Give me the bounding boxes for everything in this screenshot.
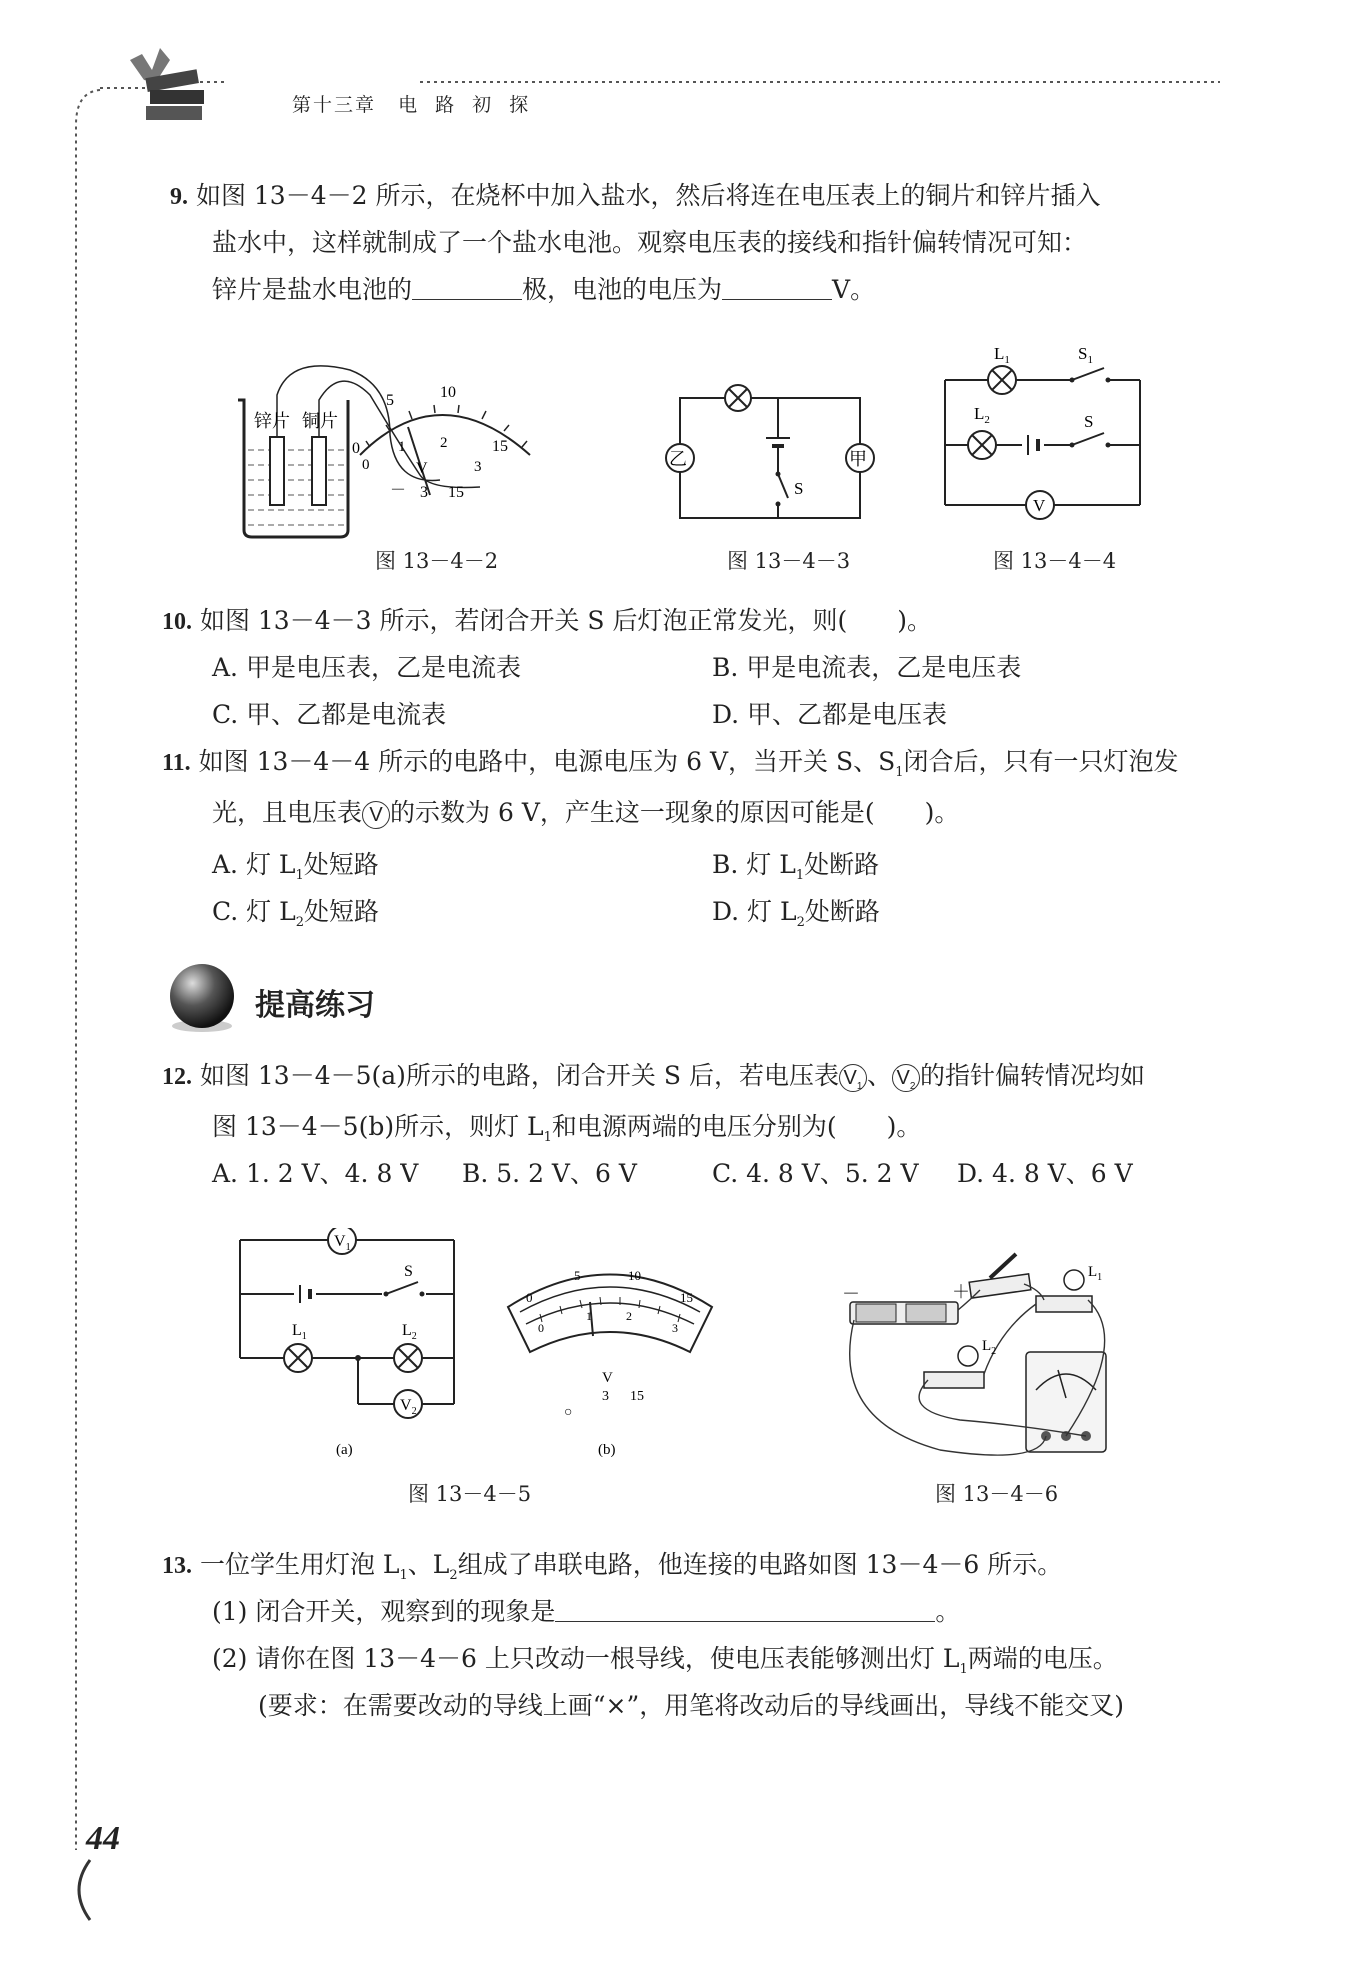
meter-jia: 甲: [849, 449, 867, 470]
terminal-minus: ○: [564, 1405, 573, 1420]
scale-label-5: 5: [574, 1268, 581, 1283]
meter-yi: 乙: [669, 449, 687, 470]
q12-text-b: 的指针偏转情况均如: [919, 1061, 1145, 1090]
section-title: 提高练习: [255, 988, 375, 1023]
voltmeter-symbol: V: [362, 801, 390, 829]
terminal-15: 15: [448, 484, 464, 501]
scale-label-5: 5: [386, 392, 394, 409]
inner-label-3: 3: [672, 1321, 678, 1335]
figure-13-4-6: [840, 1240, 1120, 1465]
q11-line1: 如图 13－4－4 所示的电路中，电源电压为 6 V，当开关 S、S: [198, 747, 896, 776]
lamp-l1-label: $L_1$: [292, 1322, 307, 1342]
scale-label-0: 0: [526, 1290, 533, 1305]
switch-s-label: S: [404, 1263, 413, 1280]
inner-label-2: 2: [440, 435, 448, 451]
question-9: [170, 173, 1100, 220]
lamp-l1-label: $L_1$: [994, 344, 1010, 366]
scale-label-10: 10: [628, 1268, 641, 1283]
figure-13-4-3: [660, 370, 900, 530]
option-a[interactable]: A. 甲是电压表，乙是电流表: [212, 653, 521, 682]
q13-part2: (2) 请你在图 13－4－6 上只改动一根导线，使电压表能够测出灯 $L_1$两端的电压。: [212, 1644, 1118, 1677]
chapter-title: 电 路 初 探: [398, 94, 535, 116]
figure-caption: 图 13－4－4: [993, 549, 1117, 573]
q9-text-a: 锌片是盐水电池的: [212, 275, 413, 304]
q13-part1: (1) 闭合开关，观察到的现象是 。: [212, 1589, 960, 1635]
question-number: 9.: [170, 184, 188, 210]
meter-v-label: V: [602, 1370, 613, 1386]
copper-label: 铜片: [302, 411, 338, 432]
scale-label-10: 10: [440, 384, 456, 401]
question-number: 13.: [162, 1553, 192, 1579]
switch-s-label: S: [794, 479, 804, 498]
subscript: 1: [895, 765, 904, 780]
option-d[interactable]: D. 4. 8 V、6 V: [957, 1159, 1133, 1188]
lamp-l1-label: $L_1$: [1088, 1264, 1103, 1283]
meter-v-label: V: [416, 460, 428, 477]
option-b[interactable]: B. 甲是电流表，乙是电压表: [712, 653, 1022, 682]
battery-plus: ＋: [952, 1282, 970, 1302]
terminal-15: 15: [630, 1389, 644, 1404]
figure-13-4-5b: [500, 1252, 720, 1457]
figure-caption: 图 13－4－2: [375, 549, 499, 573]
subfigure-b-label: (b): [598, 1442, 616, 1457]
q9-line2: 盐水中，这样就制成了一个盐水电池。观察电压表的接线和指针偏转情况可知：: [212, 228, 1088, 257]
question-11: [162, 739, 1179, 796]
voltmeter-v1-symbol: $V_1$: [839, 1064, 867, 1092]
q10-stem: 如图 13－4－3 所示，若闭合开关 S 后灯泡正常发光，则( )。: [199, 606, 932, 635]
figure-13-4-2: [230, 355, 650, 545]
q9-line3: [212, 267, 875, 313]
q11-text-a: 光，且电压表: [212, 798, 363, 827]
voltmeter-v2: $V_2$: [400, 1397, 417, 1417]
scale-label-15: 15: [492, 438, 508, 455]
inner-label-0: 0: [538, 1321, 544, 1335]
q9-text-c: V。: [832, 275, 876, 304]
battery-minus: －: [842, 1284, 860, 1304]
q11-line1b: 闭合后，只有一只灯泡发: [903, 747, 1179, 776]
option-a[interactable]: A. 灯 $L_1$处短路: [212, 850, 379, 883]
zinc-label: 锌片: [254, 411, 290, 432]
figure-caption: 图 13－4－5: [408, 1482, 532, 1506]
books-icon: [130, 48, 204, 120]
answer-blank[interactable]: [555, 1593, 935, 1622]
figure-caption: 图 13－4－6: [935, 1482, 1059, 1506]
lamp-l2-label: $L_2$: [402, 1322, 417, 1342]
q11-line2: [212, 790, 959, 836]
answer-blank[interactable]: [412, 271, 522, 300]
option-b[interactable]: B. 5. 2 V、6 V: [462, 1159, 637, 1188]
voltmeter-v2-symbol: $V_2$: [892, 1064, 920, 1092]
q12-line2: 图 13－4－5(b)所示，则灯 $L_1$和电源两端的电压分别为( )。: [212, 1112, 922, 1145]
voltmeter-v1: $V_1$: [334, 1233, 351, 1253]
switch-s-label: S: [1084, 412, 1094, 431]
question-13: 13. 一位学生用灯泡 $L_1$、$L_2$组成了串联电路，他连接的电路如图 13－4－6 所示。: [162, 1550, 1063, 1583]
answer-blank[interactable]: [722, 271, 832, 300]
chapter-label: 第十三章: [292, 94, 377, 116]
terminal-minus: －: [390, 482, 407, 499]
option-b[interactable]: B. 灯 $L_1$处断路: [712, 850, 880, 883]
option-a[interactable]: A. 1. 2 V、4. 8 V: [212, 1159, 419, 1188]
question-number: 12.: [162, 1064, 192, 1090]
inner-label-1: 1: [586, 1309, 592, 1323]
figure-caption: 图 13－4－3: [727, 549, 851, 573]
option-c[interactable]: C. 4. 8 V、5. 2 V: [712, 1159, 919, 1188]
scale-label-15: 15: [680, 1290, 693, 1305]
option-d[interactable]: D. 灯 $L_2$处断路: [712, 897, 880, 930]
inner-label-3: 3: [474, 459, 482, 475]
chapter-header: [292, 90, 534, 117]
terminal-3: 3: [602, 1389, 609, 1404]
figure-13-4-4: [930, 335, 1160, 535]
figure-13-4-5a: [230, 1228, 470, 1458]
inner-label-1: 1: [398, 439, 406, 455]
scale-label-0: 0: [352, 440, 360, 457]
inner-label-2: 2: [626, 1309, 632, 1323]
terminal-3: 3: [420, 484, 428, 501]
lamp-l2-label: $L_2$: [974, 404, 990, 426]
q11-text-b: 的示数为 6 V，产生这一现象的原因可能是( )。: [390, 798, 960, 827]
question-number: 11.: [162, 750, 191, 776]
section-ball-icon: [162, 960, 242, 1036]
option-c[interactable]: C. 灯 $L_2$处短路: [212, 897, 379, 930]
subfigure-a-label: (a): [336, 1442, 353, 1458]
inner-label-0: 0: [362, 457, 370, 473]
q9-line1: 如图 13－4－2 所示，在烧杯中加入盐水，然后将连在电压表上的铜片和锌片插入: [195, 181, 1101, 210]
question-number: 10.: [162, 609, 192, 635]
page-number: 44: [86, 1820, 120, 1857]
option-d[interactable]: D. 甲、乙都是电压表: [712, 700, 948, 729]
q13-requirements: (要求：在需要改动的导线上画“×”，用笔将改动后的导线画出，导线不能交叉): [258, 1691, 1125, 1720]
q12-text-a: 如图 13－4－5(a)所示的电路，闭合开关 S 后，若电压表: [199, 1061, 839, 1090]
switch-s1-label: $S_1$: [1078, 344, 1093, 366]
voltmeter-v: V: [1033, 496, 1046, 515]
question-12: [162, 1053, 1145, 1100]
separator: 、: [866, 1061, 892, 1090]
question-10: [162, 598, 932, 645]
q9-text-b: 极，电池的电压为: [522, 275, 723, 304]
option-c[interactable]: C. 甲、乙都是电流表: [212, 700, 447, 729]
lamp-l2-label: $L_2$: [982, 1338, 997, 1357]
